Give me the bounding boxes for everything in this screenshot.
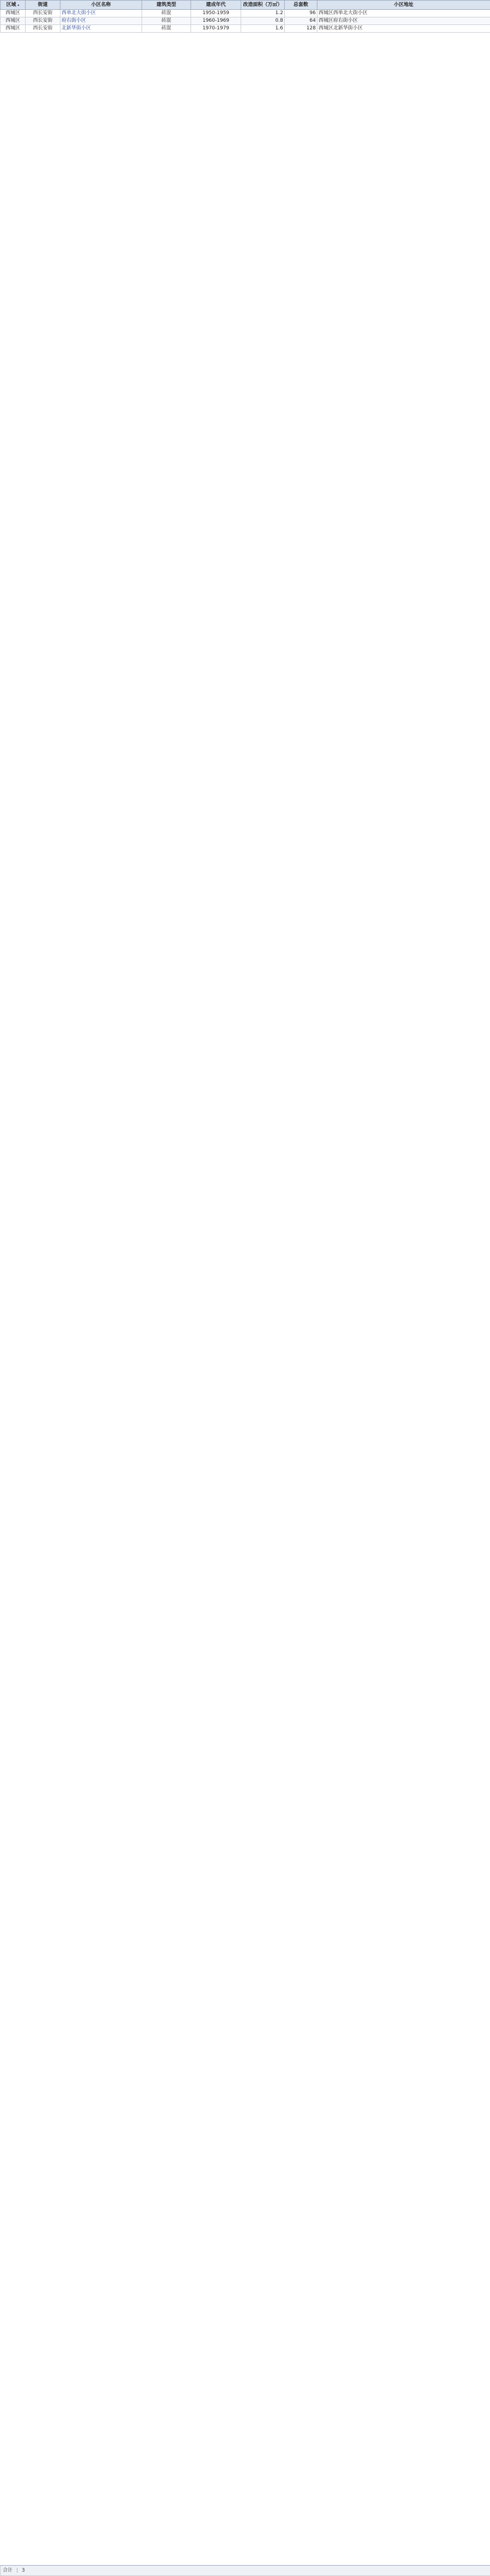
cell-street: 西长安街 <box>26 25 60 33</box>
cell-unit-count: 64 <box>285 17 317 25</box>
cell-community-name[interactable]: 西单北大街小区 <box>60 10 142 17</box>
cell-address: 西城区西单北大街小区 <box>317 10 490 17</box>
col-header-district[interactable]: 区域 ▴ <box>1 1 26 10</box>
cell-build-years: 1970-1979 <box>191 25 241 33</box>
table-body <box>1 10 490 33</box>
cell-build-years: 1950-1959 <box>191 10 241 17</box>
col-header-building-type[interactable]: 建筑类型 <box>142 1 191 10</box>
footer-separator: | <box>16 2568 18 2573</box>
cell-district: 西城区 <box>1 10 26 17</box>
cell-build-years: 1960-1969 <box>191 17 241 25</box>
table-row[interactable] <box>1 10 490 17</box>
cell-area: 1.6 <box>241 25 285 33</box>
cell-area: 1.2 <box>241 10 285 17</box>
col-header-area[interactable]: 改造面积（万㎡） <box>241 1 285 10</box>
col-header-address[interactable]: 小区地址 <box>317 1 490 10</box>
cell-district: 西城区 <box>1 25 26 33</box>
cell-building-type: 砖混 <box>142 25 191 33</box>
cell-building-type: 砖混 <box>142 10 191 17</box>
table-row[interactable] <box>1 25 490 33</box>
cell-community-name[interactable]: 府右街小区 <box>60 17 142 25</box>
col-header-street[interactable]: 街道 <box>26 1 60 10</box>
cell-address: 西城区北新华街小区 <box>317 25 490 33</box>
cell-unit-count: 128 <box>285 25 317 33</box>
cell-community-name[interactable]: 北新华街小区 <box>60 25 142 33</box>
table-row[interactable] <box>1 17 490 25</box>
cell-district: 西城区 <box>1 17 26 25</box>
cell-street: 西长安街 <box>26 10 60 17</box>
table-footer <box>0 2565 490 2576</box>
table-header-row <box>1 1 490 10</box>
col-header-community-name[interactable]: 小区名称 <box>60 1 142 10</box>
cell-unit-count: 96 <box>285 10 317 17</box>
cell-area: 0.8 <box>241 17 285 25</box>
col-header-unit-count[interactable]: 总套数 <box>285 1 317 10</box>
cell-building-type: 砖混 <box>142 17 191 25</box>
community-renovation-table <box>0 0 490 33</box>
cell-street: 西长安街 <box>26 17 60 25</box>
col-header-build-years[interactable]: 建成年代 <box>191 1 241 10</box>
footer-row-count: 3 <box>21 2568 25 2573</box>
footer-total-label: 合计 <box>3 2568 13 2573</box>
cell-address: 西城区府右街小区 <box>317 17 490 25</box>
